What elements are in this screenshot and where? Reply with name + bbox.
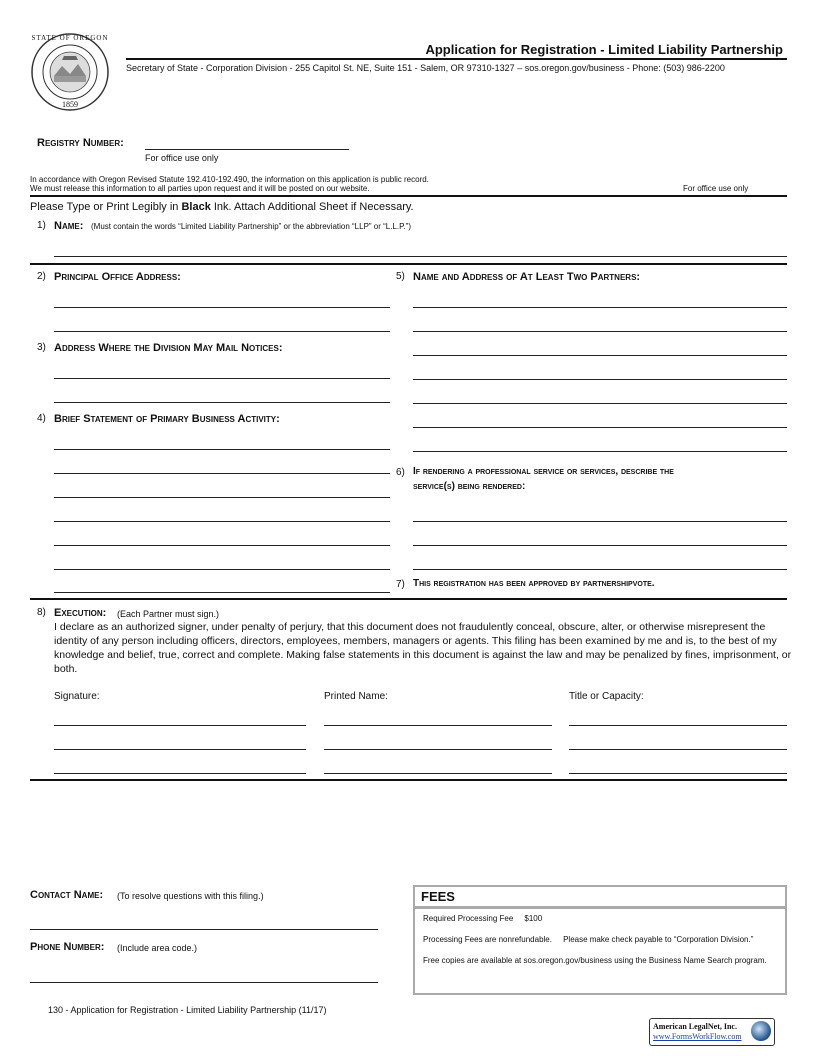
fees-title: FEES [421,889,455,904]
item-4-number: 4) [37,413,46,424]
approval-statement: This registration has been approved by partnershipvote. [413,578,655,589]
title-capacity-label: Title or Capacity: [569,691,644,702]
legalnet-logo-icon [751,1021,771,1041]
mail-address-line-1[interactable] [54,378,390,379]
signature-line-3[interactable] [54,773,306,774]
title-line-1[interactable] [569,725,787,726]
printed-name-line-3[interactable] [324,773,552,774]
item-1-number: 1) [37,220,46,231]
partners-line-7[interactable] [413,451,787,452]
seal-year: 1859 [62,100,78,109]
partners-line-3[interactable] [413,355,787,356]
fees-line-3: Free copies are available at sos.oregon.gov/business using the Business Name Search program. [423,956,767,965]
section-rule-3 [30,779,787,781]
instructions-post: Ink. Attach Additional Sheet if Necessary. [210,201,414,213]
name-label: Name: [54,220,84,232]
partners-line-1[interactable] [413,307,787,308]
oregon-seal [30,32,110,112]
business-line-6[interactable] [54,569,390,570]
phone-number-field[interactable] [30,982,378,983]
printed-name-line-2[interactable] [324,749,552,750]
mail-address-label: Address Where the Division May Mail Notices: [54,342,283,354]
phone-number-label: Phone Number: [30,941,105,953]
seal-top-text: STATE OF OREGON [31,34,109,42]
service-line-2[interactable] [413,545,787,546]
fee-amount: $100 [524,914,543,923]
partners-line-5[interactable] [413,403,787,404]
name-field[interactable] [54,256,787,257]
business-line-7[interactable] [54,592,390,593]
office-use-note: For office use only [683,184,749,193]
name-note: (Must contain the words “Limited Liability Partnership” or the abbreviation “LLP” or “L.L.P.”) [91,222,411,231]
contact-name-label: Contact Name: [30,889,104,901]
principal-address-label: Principal Office Address: [54,271,181,283]
declaration-text: I declare as an authorized signer, under penalty of perjury, that this document does not fraudulently conceal, obscure, alter, or otherwise misrepresent the identity of any person including officers, directors, employees, members, managers or agents. This filing has been examined by me and is, to the best of my knowledge and belief, true, correct and complete. Making false statements in this document is against the law and may be penalized by fines, imprisonment, or both. [54,621,792,675]
business-line-2[interactable] [54,473,390,474]
section-rule-2 [30,598,787,600]
principal-address-line-1[interactable] [54,307,390,308]
service-line-3[interactable] [413,569,787,570]
instructions-pre: Please Type or Print Legibly in [30,201,182,213]
execution-label: Execution: [54,607,107,619]
item-5-number: 5) [396,271,405,282]
header-subtitle: Secretary of State - Corporation Division - 255 Capitol St. NE, Suite 151 - Salem, OR 97310-1327 – sos.oregon.gov/business - Phone: (503) 986-2200 [126,63,725,73]
printed-name-line-1[interactable] [324,725,552,726]
notice-rule [30,195,787,197]
section-rule-1 [30,263,787,265]
partners-label: Name and Address of At Least Two Partners: [413,271,641,283]
contact-name-field[interactable] [30,929,378,930]
instructions-bold: Black [181,201,211,213]
signature-line-2[interactable] [54,749,306,750]
legalnet-url[interactable]: www.FormsWorkFlow.com [653,1032,742,1041]
signature-line-1[interactable] [54,725,306,726]
execution-note: (Each Partner must sign.) [117,609,220,619]
title-line-2[interactable] [569,749,787,750]
fee-label: Required Processing Fee [423,914,514,923]
fees-box [413,885,787,995]
partners-line-4[interactable] [413,379,787,380]
legalnet-name: American LegalNet, Inc. [653,1022,737,1031]
public-record-notice: In accordance with Oregon Revised Statute 192.410-192.490, the information on this application is public record. [30,175,429,184]
registry-number-field[interactable] [145,149,349,150]
item-2-number: 2) [37,271,46,282]
service-label-2: service(s) being rendered: [413,481,526,492]
business-line-1[interactable] [54,449,390,450]
instructions [30,201,414,213]
partners-line-6[interactable] [413,427,787,428]
printed-name-label: Printed Name: [324,691,388,702]
business-line-3[interactable] [54,497,390,498]
phone-number-note: (Include area code.) [117,943,198,953]
service-line-1[interactable] [413,521,787,522]
title-line-3[interactable] [569,773,787,774]
business-line-4[interactable] [54,521,390,522]
partners-line-2[interactable] [413,331,787,332]
header-rule [126,58,787,60]
release-notice: We must release this information to all parties upon request and it will be posted on our website. [30,184,370,193]
item-7-number: 7) [396,579,405,590]
service-label-1: If rendering a professional service or services, describe the [413,466,674,477]
item-8-number: 8) [37,607,46,618]
registry-label: Registry Number: [37,137,124,149]
item-3-number: 3) [37,342,46,353]
legalnet-badge[interactable] [649,1018,775,1046]
registry-note: For office use only [145,153,219,163]
page-title: Application for Registration - Limited Liability Partnership [425,42,783,57]
form-number: 130 - Application for Registration - Limited Liability Partnership (11/17) [48,1005,327,1015]
principal-address-line-2[interactable] [54,331,390,332]
item-6-number: 6) [396,467,405,478]
fees-title-rule [415,906,785,909]
business-activity-label: Brief Statement of Primary Business Activity: [54,413,280,425]
fees-line-1 [423,914,542,923]
fees-line-2: Processing Fees are nonrefundable. Please make check payable to “Corporation Division.” [423,935,754,944]
signature-label: Signature: [54,691,100,702]
contact-name-note: (To resolve questions with this filing.) [117,891,264,901]
mail-address-line-2[interactable] [54,402,390,403]
business-line-5[interactable] [54,545,390,546]
